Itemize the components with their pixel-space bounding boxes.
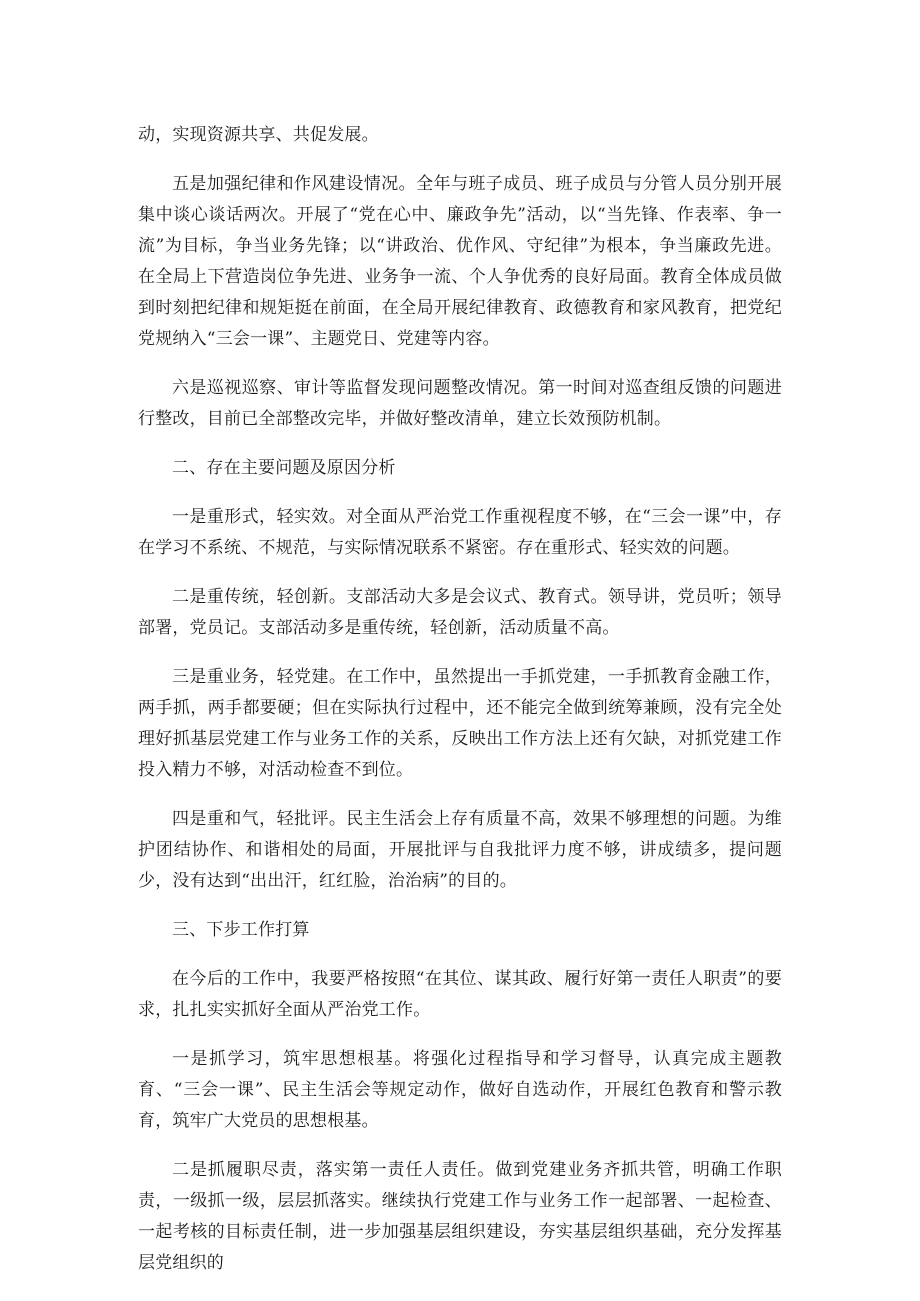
paragraph-problem-business: 三是重业务，轻党建。在工作中，虽然提出一手抓党建，一手抓教育金融工作，两手抓，两手都要硬；但在实际执行过程中，还不能完全做到统筹兼顾，没有完全处理好抓基层党建工作与业务工作的关系，反映出工作方法上还有欠缺，对抓党建工作投入精力不够，对活动检查不到位。: [138, 667, 782, 780]
paragraph-inspection-rectification: 六是巡视巡察、审计等监督发现问题整改情况。第一时间对巡查组反馈的问题进行整改，目前已全部整改完毕，并做好整改清单，建立长效预防机制。: [138, 378, 782, 429]
section-heading-next-steps: 三、下步工作打算: [172, 920, 310, 940]
paragraph-discipline-style: 五是加强纪律和作风建设情况。全年与班子成员、班子成员与分管人员分别开展集中谈心谈话两次。开展了“党在心中、廉政争先”活动，以“当先锋、作表率、争一流”为目标，争当业务先锋；以“讲政治、优作风、守纪律”为根本，争当廉政先进。在全局上下营造岗位争先进、业务争一流、个人争优秀的良好局面。教育全体成员做到时刻把纪律和规矩挺在前面，在全局开展纪律教育、政德教育和家风教育，把党纪党规纳入“三会一课”、主题党日、党建等内容。: [138, 174, 782, 349]
paragraph-problem-form: 一是重形式，轻实效。对全面从严治党工作重视程度不够，在“三会一课”中，存在学习不系统、不规范，与实际情况联系不紧密。存在重形式、轻实效的问题。: [138, 507, 782, 558]
paragraph-continuation: 动，实现资源共享、共促发展。: [138, 125, 379, 145]
section-heading-problems: 二、存在主要问题及原因分析: [172, 458, 396, 478]
paragraph-problem-tradition: 二是重传统，轻创新。支部活动大多是会议式、教育式。领导讲，党员听；领导部署，党员记。支部活动多是重传统，轻创新，活动质量不高。: [138, 587, 782, 638]
paragraph-next-duty: 二是抓履职尽责，落实第一责任人责任。做到党建业务齐抓共管，明确工作职责，一级抓一级，层层抓落实。继续执行党建工作与业务工作一起部署、一起检查、一起考核的目标责任制，进一步加强基层组织建设，夯实基层组织基础，充分发挥基层党组织的: [138, 1160, 782, 1273]
document-body: [138, 120, 782, 1297]
paragraph-next-study: 一是抓学习，筑牢思想根基。将强化过程指导和学习督导，认真完成主题教育、“三会一课”、民主生活会等规定动作，做好自选动作，开展红色教育和警示教育，筑牢广大党员的思想根基。: [138, 1049, 782, 1131]
paragraph-problem-harmony: 四是重和气，轻批评。民主生活会上存有质量不高，效果不够理想的问题。为维护团结协作、和谐相处的局面，开展批评与自我批评力度不够，讲成绩多，提问题少，没有达到“出出汗，红红脸，治治病”的目的。: [138, 809, 782, 891]
paragraph-next-intro: 在今后的工作中，我要严格按照“在其位、谋其政、履行好第一责任人职责”的要求，扎扎实实抓好全面从严治党工作。: [138, 969, 782, 1020]
